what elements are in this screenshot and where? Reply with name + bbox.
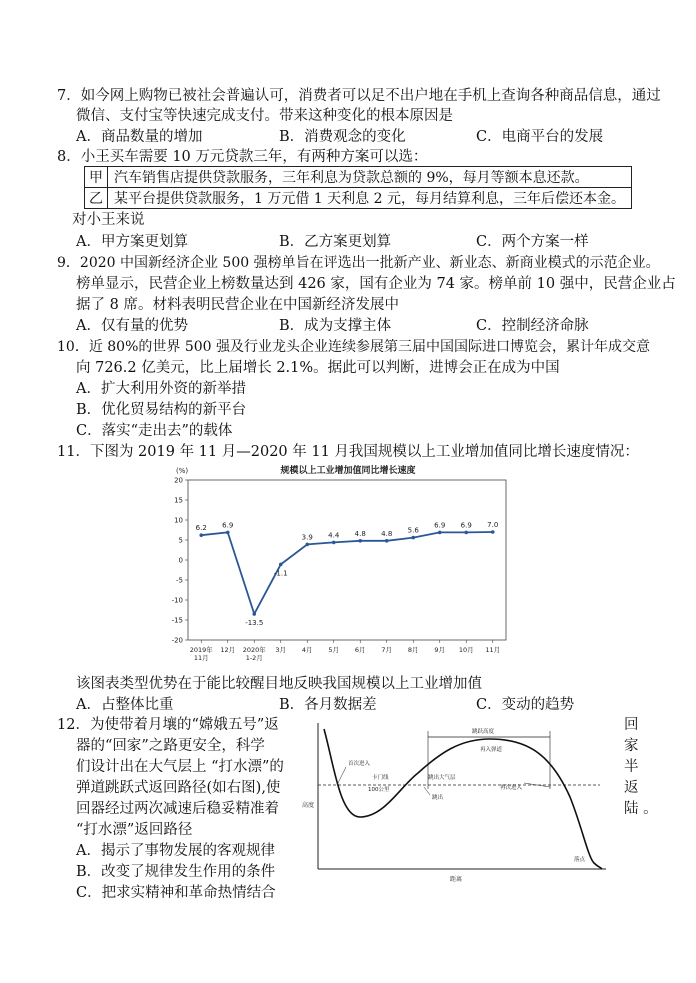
q12-right-char-1: 回 [624, 717, 639, 733]
x-tick-label: 2019年 [189, 646, 213, 654]
q8-plan-row-a [85, 167, 632, 188]
data-label: -1.1 [273, 569, 288, 578]
km-label: 100公里 [368, 787, 390, 793]
q8-plan-key-b: 乙 [85, 188, 108, 209]
data-point [358, 539, 362, 543]
q9-option-a: A．仅有量的优势 [76, 318, 188, 334]
y-tick-label: 20 [174, 476, 183, 485]
q7-line2: 微信、支付宝等快速完成支付。带来这种变化的根本原因是 [76, 108, 453, 124]
data-point [332, 541, 336, 545]
skip-height-label: 跳跃高度 [472, 729, 495, 735]
q8-plan-row-b [85, 188, 632, 209]
q7-option-c: C．电商平台的发展 [476, 129, 604, 145]
q10-line2: 向 726.2 亿美元，比上届增长 2.1%。据此可以判断，进博会正在成为中国 [76, 360, 560, 376]
q7-option-a: A．商品数量的增加 [76, 129, 203, 145]
data-point [411, 536, 415, 540]
q8-plans-table [84, 166, 632, 209]
first-entry-label: 首次进入 [348, 761, 371, 767]
data-label: 6.9 [434, 521, 446, 530]
second-entry-label: 再次进入 [500, 785, 523, 791]
x-tick-label: 1-2月 [245, 654, 263, 662]
data-point [305, 543, 309, 547]
q11-option-b: B．各月数据差 [279, 697, 377, 713]
data-point [491, 530, 495, 534]
x-tick-label: 2020年 [242, 646, 266, 654]
x-tick-label: 11月 [485, 646, 501, 654]
data-label: 4.8 [381, 529, 393, 538]
q12-right-char-2: 家 [624, 738, 639, 754]
q12-right-char-5: 陆 。 [624, 801, 658, 817]
x-tick-label: 8月 [407, 646, 419, 654]
x-tick-label: 10月 [458, 646, 474, 654]
x-tick-label: 5月 [328, 646, 340, 654]
q12-option-b: B．改变了规律发生作用的条件 [76, 864, 276, 880]
data-point [438, 531, 442, 535]
x-tick-label: 3月 [275, 646, 287, 654]
x-tick-label: 11月 [193, 654, 209, 662]
q12-line2: 器的“回家”之路更安全，科学 [76, 738, 265, 754]
exit-label: 跳出 [432, 795, 444, 801]
skip-reentry-diagram [300, 717, 612, 885]
q9-line2: 榜单显示，民营企业上榜数量达到 426 家，国有企业为 74 家。榜单前 10 强中，民营企业占 [76, 276, 676, 292]
q9-line1: 9．2020 中国新经济企业 500 强榜单旨在评选出一批新产业、新业态、新商业模式的示范企业。 [57, 255, 660, 271]
diagram-x-label: 距离 [450, 876, 463, 883]
karman-label: 卡门线 [372, 775, 389, 781]
q12-line4: 弹道跳跃式返回路径(如右图),使 [76, 780, 281, 796]
y-tick-label: -20 [171, 636, 183, 645]
x-tick-label: 9月 [434, 646, 446, 654]
data-label: -13.5 [245, 619, 264, 627]
reentry-label: 再入弹道 [480, 747, 503, 753]
y-tick-label: -15 [171, 616, 183, 625]
q9-line3: 据了 8 席。材料表明民营企业在中国新经济发展中 [76, 297, 399, 313]
q8-line2: 对小王来说 [72, 212, 145, 228]
q12-right-char-4: 返 [624, 780, 639, 796]
chart-title: 规模以上工业增加值同比增长速度 [280, 466, 416, 476]
q12-option-c: C．把求实精神和革命热情结合 [76, 885, 276, 901]
x-tick-label: 12月 [220, 646, 236, 654]
q12-line5: 回器经过两次减速后稳妥精准着 [76, 801, 279, 817]
q7-option-b: B．消费观念的变化 [279, 129, 406, 145]
q8-option-c: C．两个方案一样 [476, 234, 589, 250]
data-label: 6.2 [195, 524, 207, 533]
q8-option-a: A．甲方案更划算 [76, 234, 188, 250]
q12-right-char-3: 半 [624, 759, 639, 775]
q12-line6: “打水漂”返回路径 [76, 822, 193, 838]
y-tick-label: 15 [174, 496, 183, 505]
chart-ylabel: (%) [176, 467, 189, 475]
q11-option-a: A．占整体比重 [76, 697, 174, 713]
q12-line3: 们设计出在大气层上 “打水漂”的 [76, 759, 284, 775]
q10-option-b: B．优化贸易结构的新平台 [76, 402, 247, 418]
x-tick-label: 6月 [354, 646, 366, 654]
data-label: 3.9 [301, 533, 313, 542]
q8-line1: 8．小王买车需要 10 万元贷款三年，有两种方案可以选： [57, 149, 428, 165]
y-tick-label: 0 [178, 556, 183, 565]
data-point [464, 531, 468, 535]
q8-plan-text-b: 某平台提供贷款服务，1 万元借 1 天利息 2 元，每月结算利息，三年后偿还本金。 [108, 188, 632, 209]
q11-after: 该图表类型优势在于能比较醒目地反映我国规模以上工业增加值 [76, 676, 482, 692]
data-point [226, 531, 230, 535]
second-entry-leader [524, 783, 550, 787]
exit-leader [424, 787, 430, 795]
q11-line1: 11．下图为 2019 年 11 月—2020 年 11 月我国规模以上工业增加值同比增长速度情况： [57, 444, 639, 460]
q11-option-c: C．变动的趋势 [476, 697, 575, 713]
landing-label: 落点 [574, 857, 586, 863]
q10-option-c: C．落实“走出去”的载体 [76, 423, 233, 439]
q10-line1: 10．近 80%的世界 500 强及行业龙头企业连续参展第三届中国国际进口博览会，累计年成交意 [57, 339, 651, 355]
data-point [252, 612, 256, 616]
data-label: 6.9 [222, 521, 234, 530]
y-tick-label: 5 [178, 536, 183, 545]
y-tick-label: 10 [174, 516, 183, 525]
data-point [279, 563, 283, 567]
x-tick-label: 7月 [381, 646, 393, 654]
data-label: 7.0 [487, 521, 499, 529]
diagram-y-label: 高度 [302, 802, 315, 809]
x-tick-label: 4月 [301, 646, 313, 654]
data-label: 6.9 [460, 521, 472, 530]
data-label: 4.8 [354, 529, 366, 538]
q10-option-a: A．扩大利用外资的新举措 [76, 381, 246, 397]
data-label: 4.4 [328, 531, 340, 540]
data-label: 5.6 [407, 526, 419, 535]
data-point [199, 533, 203, 537]
q8-option-b: B．乙方案更划算 [279, 234, 392, 250]
q8-plan-key-a: 甲 [85, 167, 108, 188]
q8-plan-text-a: 汽车销售店提供贷款服务，三年利息为贷款总额的 9%，每月等额本息还款。 [108, 167, 632, 188]
q9-option-c: C．控制经济命脉 [476, 318, 589, 334]
q7-line1: 7．如今网上购物已被社会普遍认可，消费者可以足不出户地在手机上查询各种商品信息，通过 [57, 88, 661, 104]
industry-growth-line-chart [168, 462, 528, 672]
data-point [385, 539, 389, 543]
chart-frame [188, 480, 506, 640]
first-entry-leader [338, 767, 346, 783]
trajectory-path [324, 729, 602, 869]
exit-atmo-label: 跳出大气层 [428, 775, 456, 781]
q9-option-b: B．成为支撑主体 [279, 318, 392, 334]
q12-line1: 12．为使带着月壤的“嫦娥五号”返 [57, 717, 279, 733]
q12-option-a: A．揭示了事物发展的客观规律 [76, 843, 275, 859]
y-tick-label: -5 [176, 576, 183, 585]
y-tick-label: -10 [171, 596, 183, 605]
